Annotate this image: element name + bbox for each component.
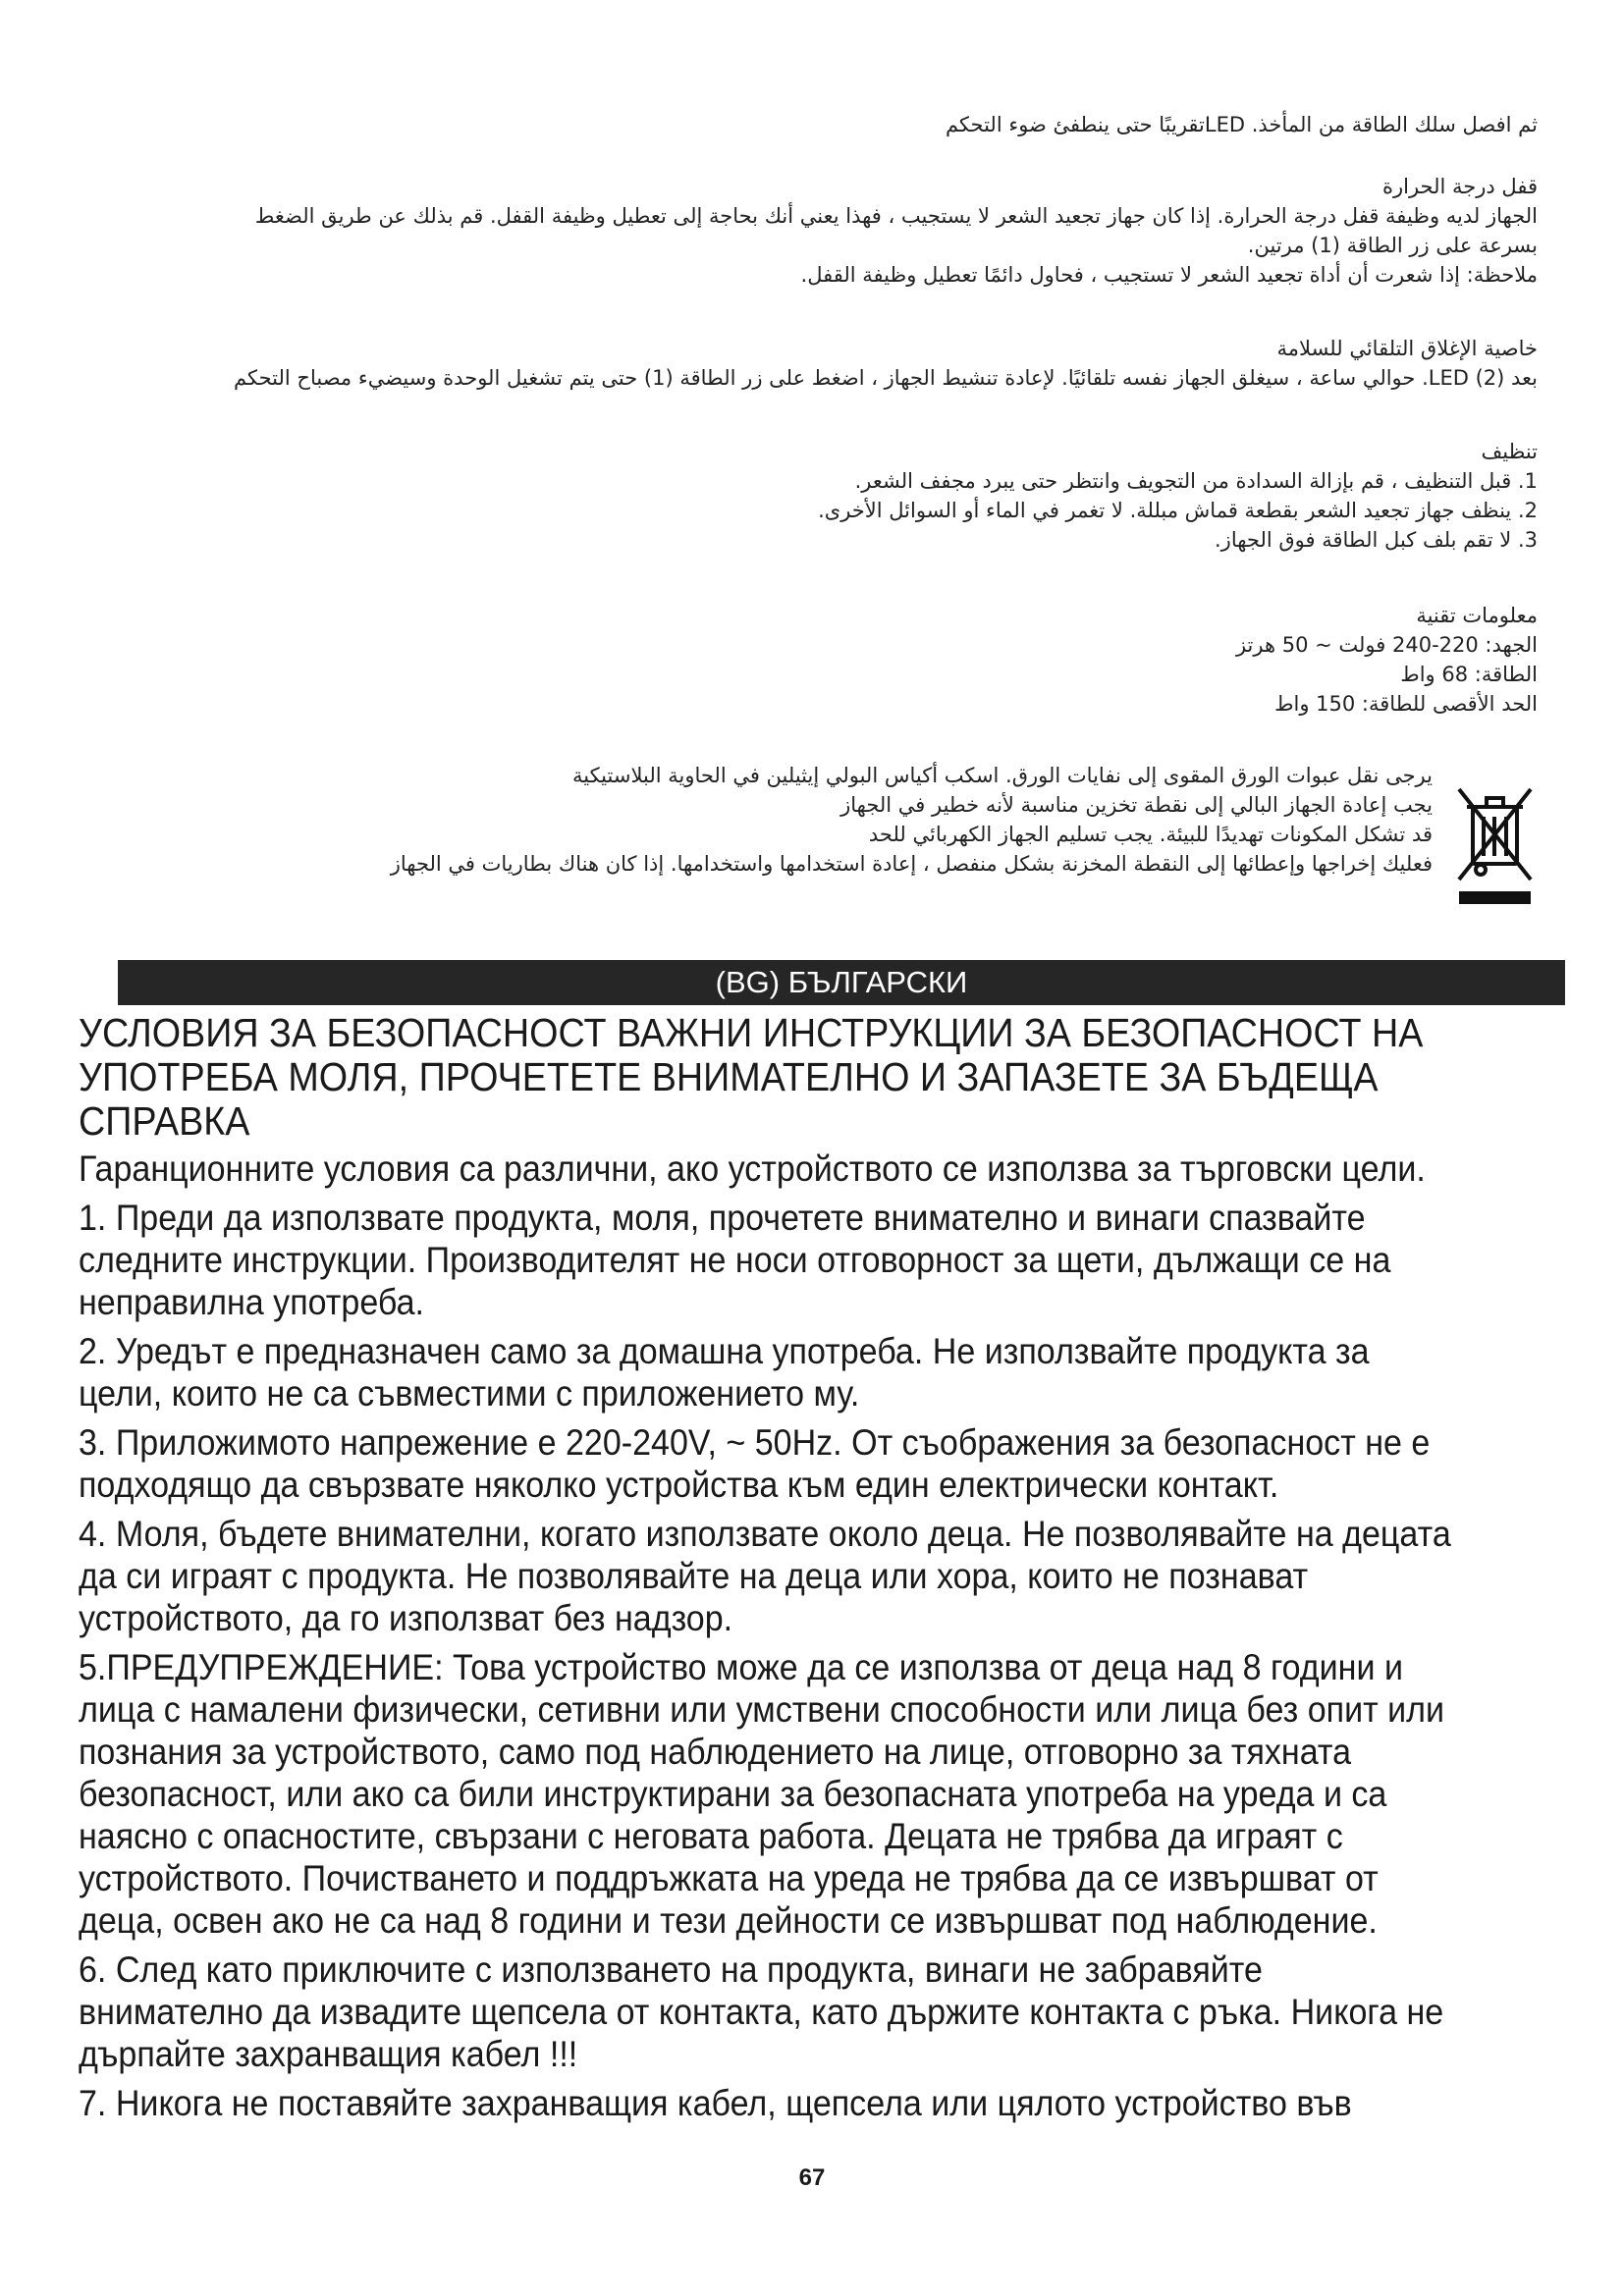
specs-voltage: الجهد: 220-240 فولت ~ 50 هرتز: [1235, 633, 1538, 657]
language-label: (BG) БЪЛГАРСКИ: [715, 965, 968, 999]
instruction-item: 6. След като приключите с използването на продукта, винаги не забравяйте внимателно да извадите щепсела от контакта, като държите контакта с ръка. Никога не дърпайте захранващия кабел !!!: [79, 1949, 1444, 2074]
arabic-recycling-section: [107, 761, 1433, 879]
temp-lock-line-1: الجهاز لديه وظيفة قفل درجة الحرارة. إذا كان جهاز تجعيد الشعر لا يستجيب ، فهذا يعني أنك بحاجة إلى تعطيل وظيفة القفل. قم بذلك عن طريق الضغط: [254, 204, 1538, 228]
arabic-temperature-lock-section: [84, 172, 1538, 290]
crossed-out-bin-icon: [1453, 785, 1537, 908]
cleaning-item: 1. قبل التنظيف ، قم بإزالة السدادة من التجويف وانتظر حتى يبرد مجفف الشعر.: [854, 469, 1538, 493]
auto-off-line-1: بعد LED (2). حوالي ساعة ، سيغلق الجهاز نفسه تلقائيًا. لإعادة تنشيط الجهاز ، اضغط على زر الطاقة (1) حتى يتم تشغيل الوحدة وسيضيء مصباح التحكم: [234, 366, 1538, 390]
cleaning-item: 3. لا تقم بلف كبل الطاقة فوق الجهاز.: [1215, 528, 1538, 552]
instruction-item: 5.ПРЕДУПРЕЖДЕНИЕ: Това устройство може да се използва от деца над 8 години и лица с намалени физически, сетивни или умствени способности или лица без опит или познания за устройството, само под наблюдението на лице, отговорно за тяхната безопасност, или ако са били инструктирани за безопасната употреба на уреда и са наясно с опасностите, свързани с неговата работа. Децата не трябва да играят с устройството. Почистването и поддръжката на уреда не трябва да се извършват от деца, освен ако не са над 8 години и тези дейности се извършват под наблюдение.: [79, 1647, 1445, 1941]
arabic-cleaning-section: [84, 437, 1538, 555]
cleaning-heading: تنظيف: [1481, 440, 1538, 463]
specs-max-power: الحد الأقصى للطاقة: 150 واط: [1274, 692, 1538, 716]
arabic-technical-info-section: [84, 601, 1538, 719]
instruction-item: 1. Преди да използвате продукта, моля, прочетете внимателно и винаги спазвайте следните инструкции. Производителят не носи отговорност за щети, дължащи се на неправилна употреба.: [79, 1198, 1391, 1322]
recycling-line: يجب إعادة الجهاز البالي إلى نقطة تخزين مناسبة لأنه خطير في الجهاز: [840, 793, 1433, 817]
specs-power: الطاقة: 68 واط: [1400, 663, 1538, 686]
instruction-item: 4. Моля, бъдете внимателни, когато използвате около деца. Не позволявайте на децата да си играят с продукта. Не позволявайте на деца или хора, които не познават устройството, да го използват без надзор.: [79, 1514, 1451, 1638]
cleaning-item: 2. ينظف جهاز تجعيد الشعر بقطعة قماش مبللة. لا تغمر في الماء أو السوائل الأخرى.: [818, 499, 1538, 522]
safety-title: УСЛОВИЯ ЗА БЕЗОПАСНОСТ ВАЖНИ ИНСТРУКЦИИ ЗА БЕЗОПАСНОСТ НА УПОТРЕБА МОЛЯ, ПРОЧЕТЕТЕ ВНИМАТЕЛНО И ЗАПАЗЕТЕ ЗА БЪДЕЩА СПРАВКА: [79, 1010, 1424, 1144]
instruction-item: 3. Приложимото напрежение е 220-240V, ~ 50Hz. От съображения за безопасност не е подходящо да свързвате няколко устройства към един електрически контакт.: [79, 1422, 1431, 1505]
recycling-line: قد تشكل المكونات تهديدًا للبيئة. يجب تسليم الجهاز الكهربائي للحد: [868, 823, 1433, 846]
auto-off-heading: خاصية الإغلاق التلقائي للسلامة: [1276, 337, 1538, 360]
arabic-led-note: [84, 110, 1538, 139]
temp-lock-line-2: بسرعة على زر الطاقة (1) مرتين.: [1247, 234, 1538, 257]
recycling-line: يرجى نقل عبوات الورق المقوى إلى نفايات الورق. اسكب أكياس البولي إيثيلين في الحاوية البلاستيكية: [571, 764, 1433, 787]
warranty-text: Гаранционните условия са различни, ако устройството се използва за търговски цели.: [79, 1148, 1426, 1189]
temp-lock-heading: قفل درجة الحرارة: [1381, 175, 1538, 198]
instruction-item: 7. Никога не поставяйте захранващия кабел, щепсела или цялото устройство във: [79, 2083, 1352, 2123]
temp-lock-note: ملاحظة: إذا شعرت أن أداة تجعيد الشعر لا تستجيب ، فحاول دائمًا تعطيل وظيفة القفل.: [800, 263, 1538, 287]
specs-heading: معلومات تقنية: [1416, 604, 1538, 627]
language-header-bar: [118, 960, 1565, 1005]
instruction-item: 2. Уредът е предназначен само за домашна употреба. Не използвайте продукта за цели, които не са съвместими с приложението му.: [79, 1331, 1370, 1414]
led-note-text: ثم افصل سلك الطاقة من المأخذ. LEDتقريبًا حتى ينطفئ ضوء التحكم: [945, 113, 1538, 136]
bulgarian-section: [79, 1011, 1451, 2131]
page-number: 67: [798, 2164, 826, 2191]
recycling-line: فعليك إخراجها وإعطائها إلى النقطة المخزنة بشكل منفصل ، إعادة استخدامها واستخدامها. إذا كان هناك بطاريات في الجهاز: [390, 852, 1433, 876]
arabic-auto-off-section: [84, 334, 1538, 393]
